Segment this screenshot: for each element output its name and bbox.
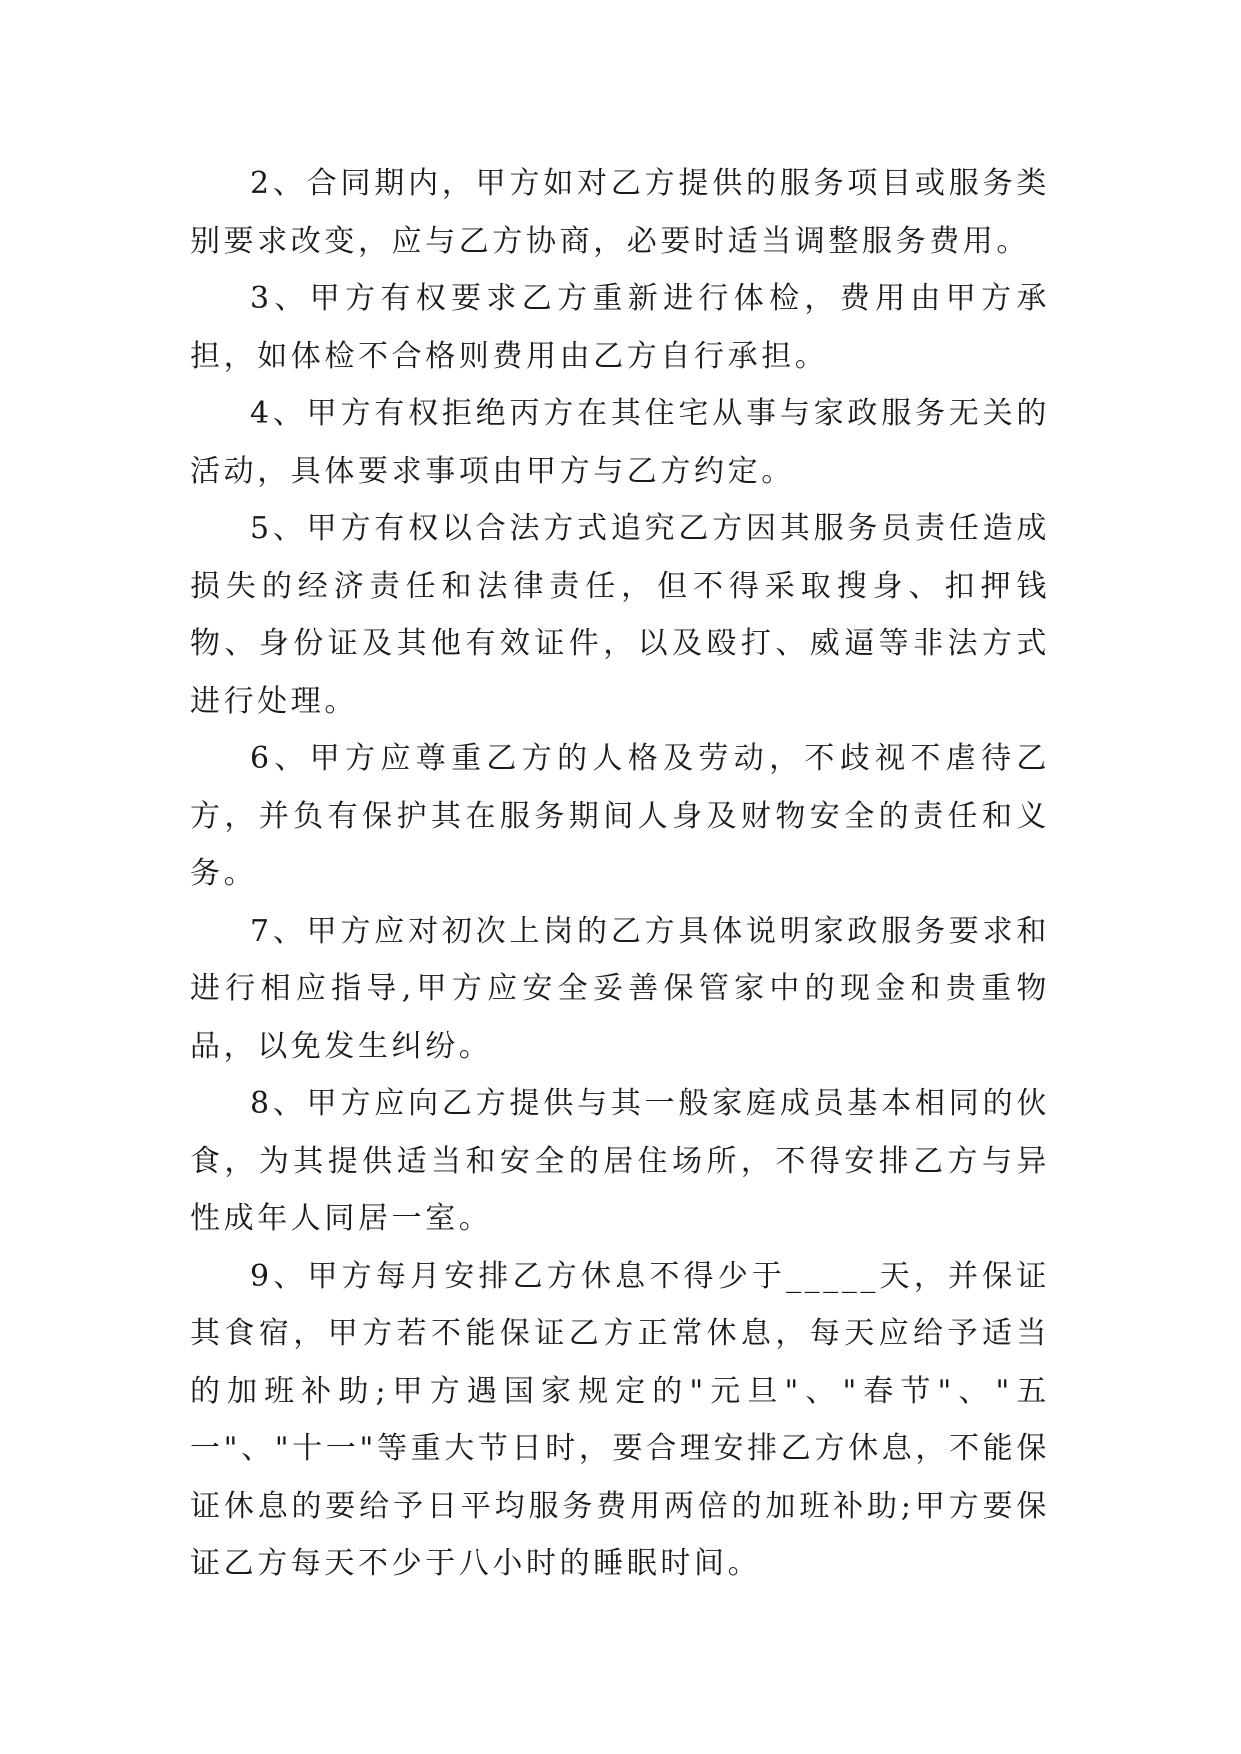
document-body <box>190 155 1050 1593</box>
paragraph-clause-5: 5、甲方有权以合法方式追究乙方因其服务员责任造成损失的经济责任和法律责任，但不得采取搜身、扣押钱物、身份证及其他有效证件，以及殴打、威逼等非法方式进行处理。 <box>190 511 1050 719</box>
paragraph-clause-7: 7、甲方应对初次上岗的乙方具体说明家政服务要求和进行相应指导,甲方应安全妥善保管家中的现金和贵重物品，以免发生纠纷。 <box>190 913 1050 1064</box>
paragraph-clause-9: 9、甲方每月安排乙方休息不得少于_____天，并保证其食宿，甲方若不能保证乙方正常休息，每天应给予适当的加班补助;甲方遇国家规定的"元旦"、"春节"、"五一"、"十一"等重大节日时，要合理安排乙方休息，不能保证休息的要给予日平均服务费用两倍的加班补助;甲方要保证乙方每天不少于八小时的睡眠时间。 <box>190 1258 1050 1581</box>
paragraph-clause-2: 2、合同期内，甲方如对乙方提供的服务项目或服务类别要求改变，应与乙方协商，必要时适当调整服务费用。 <box>190 166 1050 259</box>
paragraph-clause-4: 4、甲方有权拒绝丙方在其住宅从事与家政服务无关的活动，具体要求事项由甲方与乙方约定。 <box>190 396 1050 489</box>
paragraph-clause-8: 8、甲方应向乙方提供与其一般家庭成员基本相同的伙食，为其提供适当和安全的居住场所，不得安排乙方与异性成年人同居一室。 <box>190 1086 1050 1236</box>
paragraph-clause-6: 6、甲方应尊重乙方的人格及劳动，不歧视不虐待乙方，并负有保护其在服务期间人身及财物安全的责任和义务。 <box>190 741 1050 891</box>
paragraph-clause-3: 3、甲方有权要求乙方重新进行体检，费用由甲方承担，如体检不合格则费用由乙方自行承担。 <box>190 281 1050 374</box>
